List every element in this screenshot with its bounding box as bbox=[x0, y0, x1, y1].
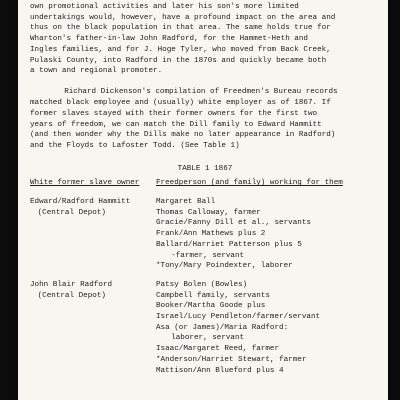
table-row bbox=[30, 280, 380, 376]
paragraph-line: thus on the black population in that area. The same holds true for bbox=[30, 24, 331, 33]
paragraph-line: (and then wonder why the Dills make no later appearance in Radford) bbox=[30, 131, 336, 140]
document-text bbox=[30, 2, 380, 384]
freed-entry: Booker/Martha Goode plus bbox=[156, 302, 266, 311]
paragraph-line: and the Floyds to Lafoster Todd. (See Table 1) bbox=[30, 141, 240, 150]
freed-entry: Mattison/Ann Blueford plus 4 bbox=[156, 366, 284, 375]
paragraph-line: former slaves stayed with their former owners for the first two bbox=[30, 109, 318, 118]
paragraph-2 bbox=[30, 87, 380, 151]
table-row bbox=[30, 197, 380, 272]
owner-place: (Central Depot) bbox=[37, 208, 106, 217]
paragraph-line: Richard Dickenson's compilation of Freedmen's Bureau records bbox=[64, 88, 338, 97]
freed-column-header: Freedperson (and family) working for them bbox=[156, 179, 343, 188]
freed-entry: Gracie/Fanny Dill et al., servants bbox=[156, 219, 311, 228]
freed-entry: -farmer, servant bbox=[171, 251, 245, 260]
freed-cell bbox=[148, 197, 380, 272]
owner-name: John Blair Radford bbox=[30, 280, 113, 289]
freed-cell bbox=[148, 280, 380, 376]
freed-entry: Israel/Lucy Pendleton/farmer/servant bbox=[156, 313, 321, 322]
freed-entry: Patsy Bolen (Bowles) bbox=[156, 280, 248, 289]
freed-entry: Ballard/Harriet Patterson plus 5 bbox=[156, 240, 302, 249]
table-header bbox=[30, 178, 380, 197]
paragraph-line: Ingles families, and for J. Hoge Tyler, who moved from Back Creek, bbox=[30, 45, 331, 54]
paragraph-line: undertakings would, however, have a profound impact on the area and bbox=[30, 13, 336, 22]
document-page bbox=[18, 0, 388, 400]
owner-name: Edward/Radford Hammitt bbox=[30, 198, 131, 207]
owner-column-header: White former slave owner bbox=[30, 179, 140, 188]
freed-entry: Asa (or James)/Maria Radford: bbox=[156, 323, 289, 332]
owner-place: (Central Depot) bbox=[37, 291, 106, 300]
owner-cell bbox=[30, 197, 148, 272]
freed-entry: Margaret Ball bbox=[156, 198, 216, 207]
freed-entry: Campbell family, servants bbox=[156, 291, 270, 300]
paragraph-line: Wharton's father-in-law John Radford, for the Hammet-Heth and bbox=[30, 35, 308, 44]
paragraph-1 bbox=[30, 2, 380, 77]
paragraph-line: Pulaski County, into Radford in the 1870s and quickly became both bbox=[30, 56, 327, 65]
owner-cell bbox=[30, 280, 148, 376]
freed-entry: Isaac/Margaret Reed, farmer bbox=[156, 345, 280, 354]
freed-entry: *Tony/Mary Poindexter, laborer bbox=[156, 262, 293, 271]
paragraph-line: own promotional activities and later his son's more limited bbox=[30, 3, 299, 11]
paragraph-line: a town and regional promoter. bbox=[30, 67, 163, 76]
table-title: TABLE 1 1867 bbox=[177, 164, 233, 173]
freed-entry: Thomas Calloway, farmer bbox=[156, 208, 261, 217]
freed-entry: *Anderson/Harriet Stewart, farmer bbox=[156, 355, 307, 364]
freed-entry: Frank/Ann Mathews plus 2 bbox=[156, 230, 266, 239]
paragraph-line: years of freedom, we can match the Dill family to Edward Hammitt bbox=[30, 120, 322, 129]
paragraph-line: matched black employee and (usually) white employer as of 1867. If bbox=[30, 99, 331, 108]
freed-entry: laborer, servant bbox=[171, 334, 245, 343]
